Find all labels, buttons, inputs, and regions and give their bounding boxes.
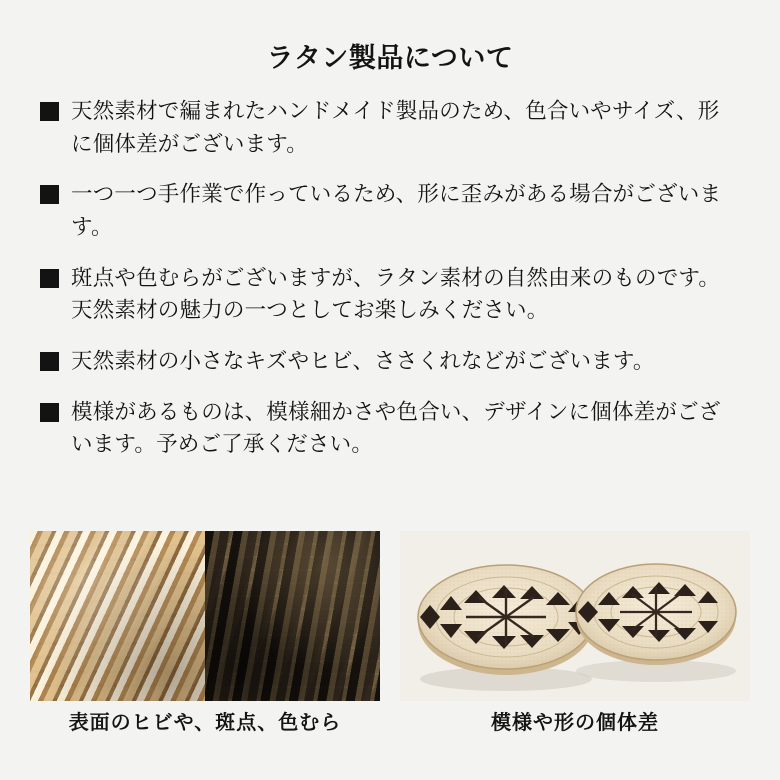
list-item <box>40 396 740 461</box>
patterned-baskets-photo <box>400 531 750 701</box>
note-text: 斑点や色むらがございますが、ラタン素材の自然由来のものです。天然素材の魅力の一つとしてお楽しみください。 <box>71 265 721 323</box>
list-item <box>40 178 740 243</box>
notes-list <box>40 95 740 461</box>
photo-row <box>30 531 750 701</box>
note-text: 一つ一つ手作業で作っているため、形に歪みがある場合がございます。 <box>71 182 722 240</box>
caption-left: 表面のヒビや、斑点、色むら <box>68 712 342 734</box>
square-bullet-icon <box>40 352 59 371</box>
photo-pair-left <box>30 531 380 701</box>
caption-row <box>30 706 750 735</box>
note-text: 模様があるものは、模様細かさや色合い、デザインに個体差がございます。予めご了承ください。 <box>71 399 721 457</box>
square-bullet-icon <box>40 102 59 121</box>
note-text: 天然素材で編まれたハンドメイド製品のため、色合いやサイズ、形に個体差がございます。 <box>71 99 720 156</box>
list-item <box>40 345 740 378</box>
square-bullet-icon <box>40 185 59 204</box>
caption-right: 模様や形の個体差 <box>491 712 659 734</box>
note-text: 天然素材の小さなキズやヒビ、ささくれなどがございます。 <box>71 349 655 374</box>
list-item <box>40 262 740 327</box>
rattan-weave-dark-photo <box>205 531 380 701</box>
rattan-weave-light-photo <box>30 531 205 701</box>
square-bullet-icon <box>40 269 59 288</box>
list-item <box>40 95 740 160</box>
photo-right <box>400 531 750 701</box>
baskets-illustration <box>400 531 750 701</box>
page-title: ラタン製品について <box>266 43 514 73</box>
square-bullet-icon <box>40 403 59 422</box>
